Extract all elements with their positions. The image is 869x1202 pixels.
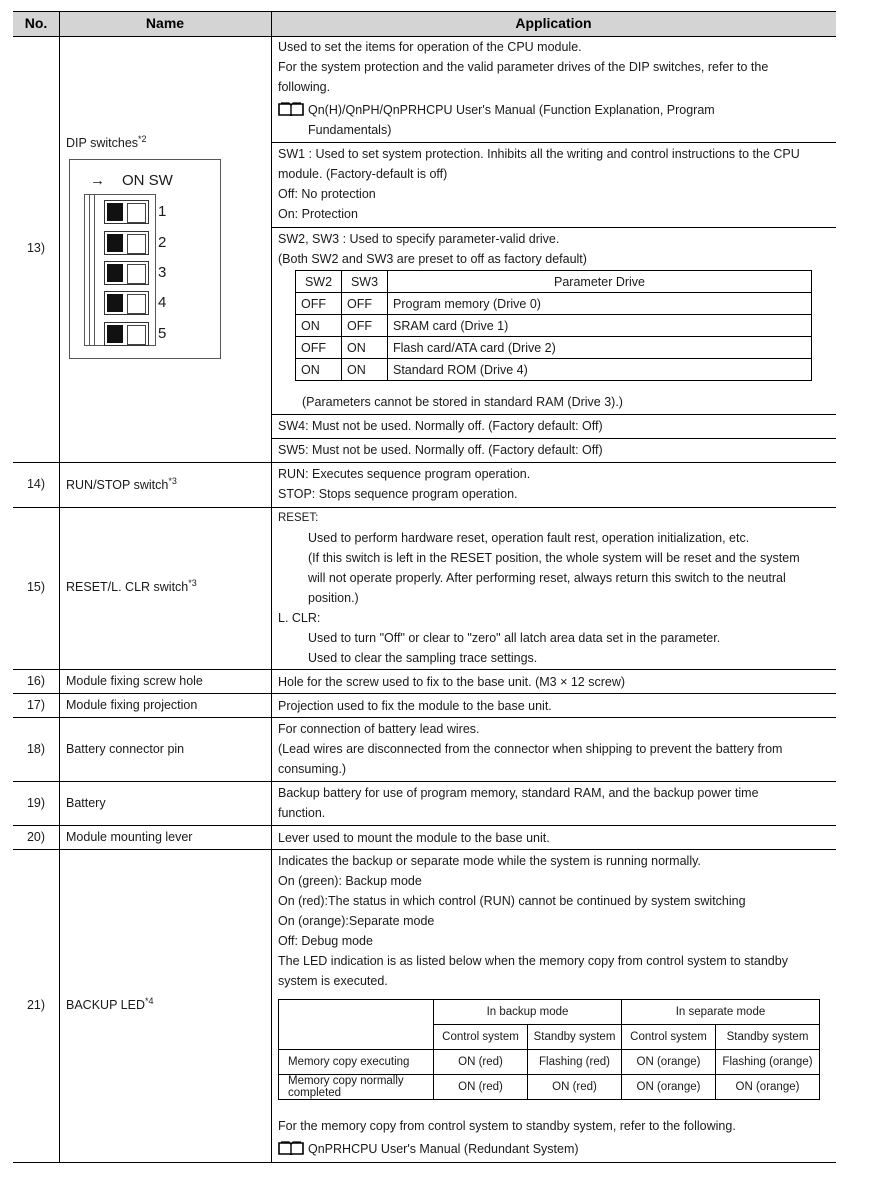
footnote-marker: *3: [168, 476, 177, 486]
column-header: In separate mode: [622, 1000, 820, 1025]
row-18-name: Battery connector pin: [66, 742, 185, 756]
table-cell: OFF: [296, 337, 342, 359]
text-line: Used to set the items for operation of the CPU module.: [278, 40, 582, 54]
text-line: On: Protection: [278, 207, 358, 221]
table-cell: ON (orange): [622, 1075, 716, 1100]
table-cell: ON (orange): [716, 1075, 820, 1100]
row-18-app: [278, 719, 830, 779]
table-cell: ON (red): [434, 1050, 528, 1075]
text-line: Used to turn "Off" or clear to "zero" all latch area data set in the parameter.: [308, 631, 721, 645]
dip-num-1: 1: [158, 203, 167, 220]
column-header: Standby system: [528, 1025, 622, 1050]
text-line: For the system protection and the valid parameter drives of the DIP switches, refer to the: [278, 60, 769, 74]
text-line: Used to clear the sampling trace settings.: [308, 651, 538, 665]
table-cell: Flashing (orange): [716, 1050, 820, 1075]
text-line: On (red):The status in which control (RUN) cannot be continued by system switching: [278, 894, 746, 908]
text-line: module. (Factory-default is off): [278, 167, 448, 181]
row-20-name: Module mounting lever: [66, 830, 193, 844]
row-13-name: [66, 136, 147, 150]
dip-switch-4: [104, 291, 149, 315]
row-13-intro: [278, 37, 830, 140]
text-line: On (orange):Separate mode: [278, 914, 435, 928]
dip-on-label: ON SW: [122, 172, 173, 189]
table-cell: ON: [296, 315, 342, 337]
book-icon: [278, 1141, 304, 1155]
sw5-description: SW5: Must not be used. Normally off. (Factory default: Off): [278, 443, 603, 457]
column-header: Parameter Drive: [388, 271, 812, 293]
row-15-name: [66, 580, 197, 594]
table-cell: ON: [296, 359, 342, 381]
header-name: Name: [145, 15, 185, 31]
text-line: system is executed.: [278, 974, 388, 988]
param-note: (Parameters cannot be stored in standard RAM (Drive 3).): [302, 395, 623, 409]
manual-reference: [278, 100, 830, 120]
text-line: Off: Debug mode: [278, 934, 373, 948]
table-header: [13, 11, 836, 36]
name-label: RUN/STOP switch: [66, 478, 169, 492]
lclr-label: L. CLR:: [278, 611, 321, 625]
column-header: Control system: [434, 1025, 528, 1050]
dip-switch-5: [104, 322, 149, 346]
footnote-marker: *2: [138, 134, 147, 144]
row-19-app: [278, 783, 830, 823]
dip-num-5: 5: [158, 325, 167, 342]
column-header: Control system: [622, 1025, 716, 1050]
text-line: For connection of battery lead wires.: [278, 722, 480, 736]
sw4-description: SW4: Must not be used. Normally off. (Factory default: Off): [278, 419, 603, 433]
row-14-name: [66, 478, 177, 492]
text-line: (Lead wires are disconnected from the connector when shipping to prevent the battery from: [278, 742, 783, 756]
dip-switches-label: DIP switches: [66, 136, 139, 150]
table-row: [296, 293, 812, 315]
table-cell: OFF: [342, 315, 388, 337]
text-line: On (green): Backup mode: [278, 874, 422, 888]
text-line: Indicates the backup or separate mode while the system is running normally.: [278, 854, 701, 868]
row-label: Memory copy normally completed: [279, 1075, 434, 1100]
text-line: For the memory copy from control system to standby system, refer to the following.: [278, 1119, 736, 1133]
dip-switch-2: [104, 231, 149, 255]
table-row: [296, 359, 812, 381]
footnote-marker: *3: [188, 578, 197, 588]
column-header: Standby system: [716, 1025, 820, 1050]
name-label: BACKUP LED: [66, 998, 145, 1012]
row-17-name: Module fixing projection: [66, 698, 198, 712]
text-line: Used to perform hardware reset, operation fault rest, operation initialization, etc.: [308, 531, 750, 545]
led-indication-table: [278, 999, 820, 1100]
text-line: SW2, SW3 : Used to specify parameter-valid drive.: [278, 232, 560, 246]
row-14-app: [278, 464, 830, 504]
column-header: SW3: [342, 271, 388, 293]
book-icon: [278, 102, 304, 116]
text-line: The LED indication is as listed below when the memory copy from control system to standby: [278, 954, 788, 968]
row-17-app: Projection used to fix the module to the base unit.: [278, 699, 552, 713]
row-20-app: Lever used to mount the module to the base unit.: [278, 831, 550, 845]
row-15-no: 15): [26, 580, 46, 594]
spec-table: [13, 11, 836, 1163]
dip-num-4: 4: [158, 294, 167, 311]
table-cell: ON (red): [434, 1075, 528, 1100]
table-row: [279, 1000, 820, 1025]
table-cell: ON: [342, 337, 388, 359]
row-16-no: 16): [26, 674, 46, 688]
arrow-right-icon: →: [90, 172, 105, 189]
table-row: [279, 1075, 820, 1100]
row-21-app: [278, 851, 830, 991]
text-line: STOP: Stops sequence program operation.: [278, 487, 518, 501]
table-cell: Standard ROM (Drive 4): [388, 359, 812, 381]
row-20-no: 20): [26, 830, 46, 844]
dip-num-2: 2: [158, 234, 167, 251]
table-row: [296, 271, 812, 293]
column-header: In backup mode: [434, 1000, 622, 1025]
row-19-name: Battery: [66, 796, 106, 810]
manual-ref-text-2: Fundamentals): [308, 123, 392, 137]
table-row: [296, 315, 812, 337]
text-line: SW1 : Used to set system protection. Inhibits all the writing and control instructions to the CPU: [278, 147, 800, 161]
table-cell: OFF: [342, 293, 388, 315]
table-cell: ON: [342, 359, 388, 381]
table-row: [279, 1050, 820, 1075]
text-line: (Both SW2 and SW3 are preset to off as factory default): [278, 252, 587, 266]
table-cell: ON (red): [528, 1075, 622, 1100]
row-21-no: 21): [26, 998, 46, 1012]
row-13-no: 13): [26, 241, 46, 255]
footnote-marker: *4: [144, 996, 154, 1006]
text-line: RUN: Executes sequence program operation.: [278, 467, 531, 481]
text-line: following.: [278, 80, 331, 94]
row-17-no: 17): [26, 698, 46, 712]
row-19-no: 19): [26, 796, 46, 810]
dip-switch-3: [104, 261, 149, 285]
dip-switch-figure: [69, 159, 221, 359]
row-15-app: [278, 508, 830, 668]
row-label: Memory copy executing: [279, 1050, 434, 1075]
sw1-description: [278, 144, 830, 224]
sw23-description: [278, 229, 830, 269]
header-no: No.: [24, 15, 48, 31]
manual-ref-text: Qn(H)/QnPH/QnPRHCPU User's Manual (Function Explanation, Program: [308, 103, 715, 117]
table-row: [296, 337, 812, 359]
text-line: Backup battery for use of program memory, standard RAM, and the backup power time: [278, 786, 759, 800]
text-line: consuming.): [278, 762, 347, 776]
text-line: will not operate properly. After performing reset, always return this switch to the neutral: [308, 571, 786, 585]
text-line: function.: [278, 806, 326, 820]
manual-reference: [278, 1139, 830, 1159]
table-cell: Program memory (Drive 0): [388, 293, 812, 315]
name-label: RESET/L. CLR switch: [66, 580, 189, 594]
dip-num-3: 3: [158, 264, 167, 281]
dip-switch-1: [104, 200, 149, 224]
row-21-footer: [278, 1116, 830, 1159]
row-16-name: Module fixing screw hole: [66, 674, 203, 688]
table-cell: SRAM card (Drive 1): [388, 315, 812, 337]
text-line: position.): [308, 591, 359, 605]
header-application: Application: [515, 15, 592, 31]
table-cell: Flashing (red): [528, 1050, 622, 1075]
table-cell: ON (orange): [622, 1050, 716, 1075]
empty-corner-cell: [279, 1000, 434, 1050]
table-cell: OFF: [296, 293, 342, 315]
text-line: (If this switch is left in the RESET position, the whole system will be reset and the system: [308, 551, 800, 565]
column-header: SW2: [296, 271, 342, 293]
row-18-no: 18): [26, 742, 46, 756]
row-21-name: [66, 998, 153, 1012]
text-line: Off: No protection: [278, 187, 376, 201]
parameter-drive-table: [295, 270, 812, 381]
row-14-no: 14): [26, 477, 46, 491]
reset-label: RESET:: [278, 512, 319, 524]
row-16-app: Hole for the screw used to fix to the base unit. (M3 × 12 screw): [278, 675, 626, 689]
table-cell: Flash card/ATA card (Drive 2): [388, 337, 812, 359]
manual-ref-text: QnPRHCPU User's Manual (Redundant System): [308, 1142, 579, 1156]
